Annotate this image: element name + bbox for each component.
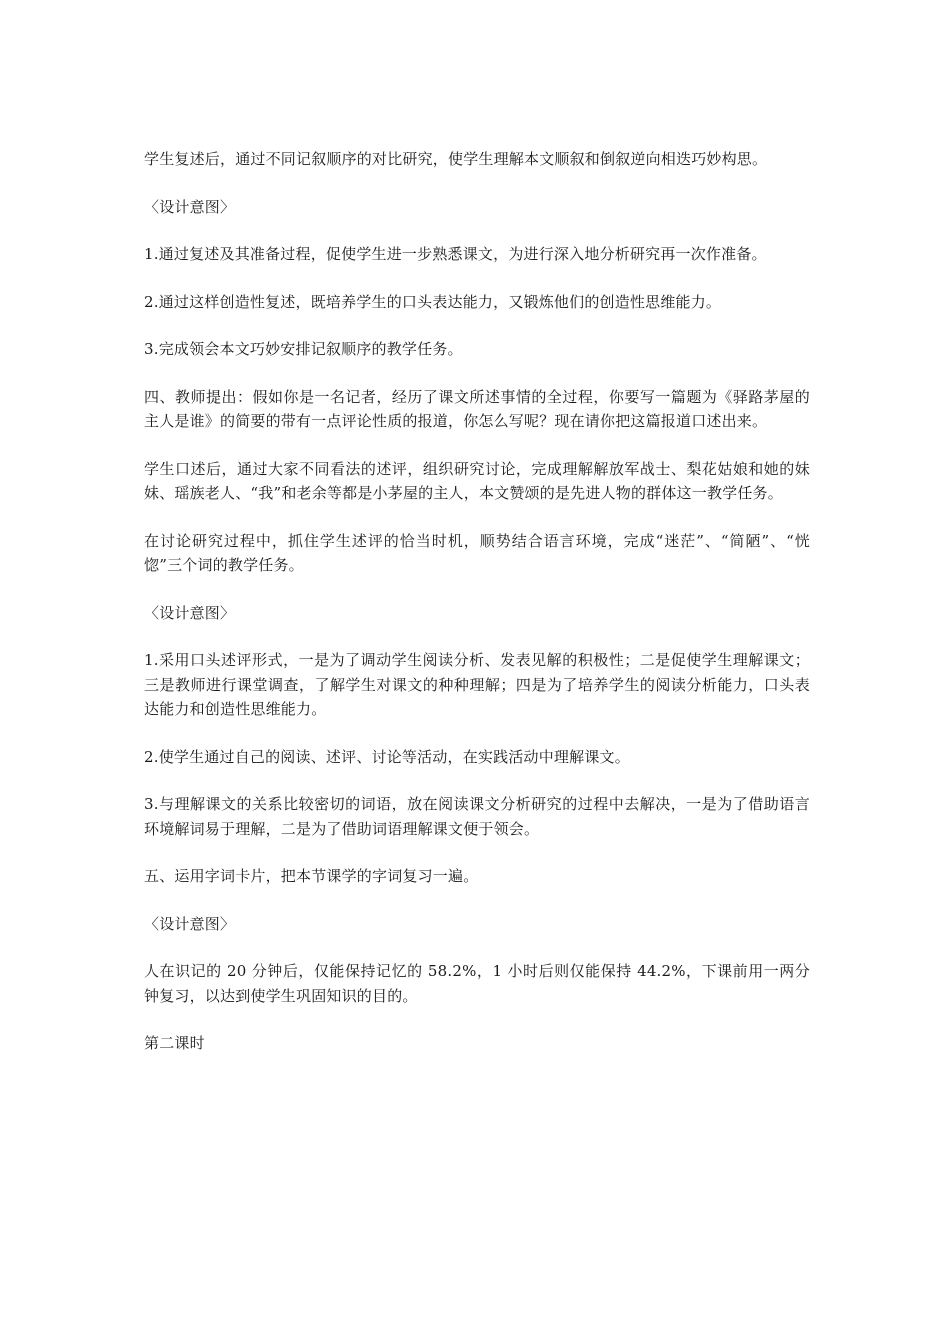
paragraph-retell-comparison: 学生复述后，通过不同记叙顺序的对比研究，使学生理解本文顺叙和倒叙逆向相迭巧妙构思。 [144,150,768,168]
paragraph-discussion: 在讨论研究过程中，抓住学生述评的恰当时机，顺势结合语言环境，完成“迷茫”、“简陋”、“恍惚”三个词的教学任务。 [144,531,810,574]
paragraph-step-five: 五、运用字词卡片，把本节课学的字词复习一遍。 [144,867,479,885]
paragraph-intent-3: 3.完成领会本文巧妙安排记叙顺序的教学任务。 [144,340,463,358]
document-body [144,147,810,1079]
paragraph-memory-retention: 人在识记的 20 分钟后，仅能保持记忆的 58.2%，1 小时后则仅能保持 44.2%，下课前用一两分钟复习，以达到使学生巩固知识的目的。 [144,962,810,1005]
paragraph-intent-1: 1.通过复述及其准备过程，促使学生进一步熟悉课文，为进行深入地分析研究再一次作准备。 [144,245,767,263]
paragraph-intent-3: 3.与理解课文的关系比较密切的词语，放在阅读课文分析研究的过程中去解决，一是为了借助语言环境解词易于理解，二是为了借助词语理解课文便于领会。 [144,795,810,838]
design-intent-heading: 〈设计意图〉 [144,914,236,933]
paragraph-intent-2: 2.使学生通过自己的阅读、述评、讨论等活动，在实践活动中理解课文。 [144,747,630,766]
section-heading-second-lesson: 第二课时 [144,1034,205,1052]
design-intent-heading: 〈设计意图〉 [144,603,236,622]
paragraph-intent-2: 2.通过这样创造性复述，既培养学生的口头表达能力，又锻炼他们的创造性思维能力。 [144,292,722,311]
paragraph-oral-report: 学生口述后，通过大家不同看法的述评，组织研究讨论，完成理解解放军战士、梨花姑娘和她的妹妹、瑶族老人、“我”和老余等都是小茅屋的主人，本文赞颂的是先进人物的群体这一教学任务。 [144,459,810,502]
design-intent-heading: 〈设计意图〉 [144,197,236,216]
paragraph-step-four: 四、教师提出：假如你是一名记者，经历了课文所述事情的全过程，你要写一篇题为《驿路茅屋的主人是谁》的简要的带有一点评论性质的报道，你怎么写呢？现在请你把这篇报道口述出来。 [144,387,810,430]
paragraph-intent-1: 1.采用口头述评形式，一是为了调动学生阅读分析、发表见解的积极性；二是促使学生理解课文；三是教师进行课堂调查，了解学生对课文的种种理解；四是为了培养学生的阅读分析能力，口头表达能力和创造性思维能力。 [144,651,810,718]
